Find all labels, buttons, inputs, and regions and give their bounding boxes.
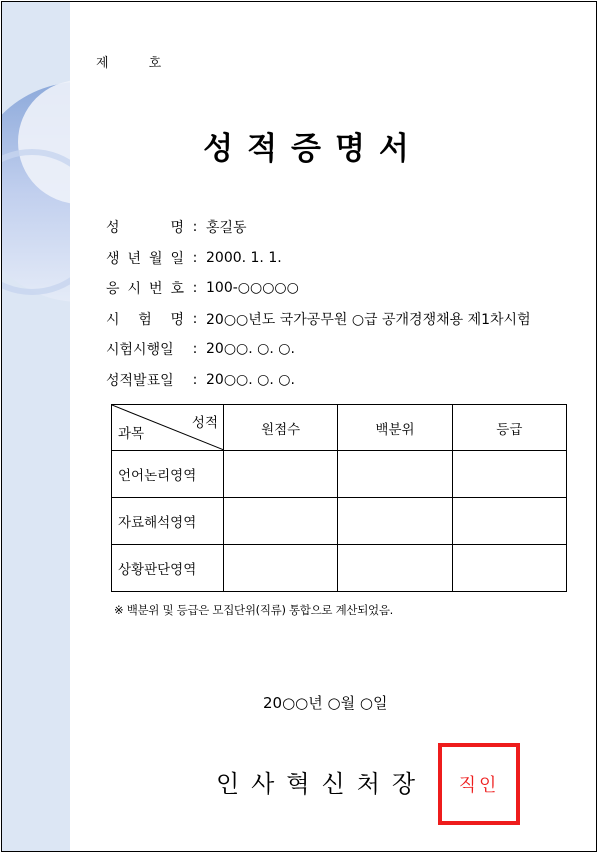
decorative-circle-graphic	[2, 2, 70, 402]
info-row-name: 성 명 : 홍길동	[106, 219, 247, 237]
info-label-birthdate: 생 년 월 일	[106, 250, 184, 267]
info-row-exam-name: 시 험 명 : 20○○년도 국가공무원 ○급 공개경쟁채용 제1차시험	[106, 310, 531, 328]
info-value-exam-name: 20○○년도 국가공무원 ○급 공개경쟁채용 제1차시험	[206, 311, 531, 328]
grade-cell	[452, 545, 566, 592]
table-row	[112, 451, 567, 498]
raw-score-cell	[224, 498, 338, 545]
corner-label-score: 성적	[191, 415, 218, 431]
info-value-exam-number: 100-○○○○○	[206, 280, 299, 297]
info-label-exam-date: 시험시행일	[106, 342, 174, 359]
grade-table-corner-cell	[112, 405, 224, 451]
percentile-cell	[338, 498, 452, 545]
info-value-birthdate: 2000. 1. 1.	[206, 249, 282, 266]
column-header-percentile: 백분위	[338, 405, 452, 451]
percentile-cell	[338, 545, 452, 592]
info-label-result-date: 성적발표일	[106, 372, 174, 389]
raw-score-cell	[224, 451, 338, 498]
grade-cell	[452, 451, 566, 498]
info-value-exam-date: 20○○. ○. ○.	[206, 341, 295, 358]
info-value-name: 홍길동	[206, 220, 247, 237]
official-seal-box	[438, 743, 520, 825]
column-header-raw-score: 원점수	[224, 405, 338, 451]
info-row-exam-number: 응 시 번 호 : 100-○○○○○	[106, 280, 299, 298]
subject-cell: 자료해석영역	[112, 498, 224, 545]
doc-number-label-prefix: 제	[96, 56, 111, 71]
doc-number-label-suffix: 호	[148, 56, 164, 71]
info-row-result-date: 성적발표일 : 20○○. ○. ○.	[106, 371, 295, 389]
info-value-result-date: 20○○. ○. ○.	[206, 371, 295, 388]
info-row-exam-date: 시험시행일 : 20○○. ○. ○.	[106, 341, 295, 359]
column-header-grade: 등급	[452, 405, 566, 451]
corner-label-subject: 과목	[118, 426, 145, 442]
document-title: 성적증명서	[203, 131, 423, 167]
raw-score-cell	[224, 545, 338, 592]
info-row-birthdate: 생 년 월 일 : 2000. 1. 1.	[106, 249, 282, 267]
subject-cell: 언어논리영역	[112, 451, 224, 498]
calculation-note: ※ 백분위 및 등급은 모집단위(직류) 통합으로 계산되었음.	[114, 603, 393, 617]
info-label-exam-number: 응 시 번 호	[106, 281, 184, 298]
info-label-exam-name: 시 험 명	[106, 311, 184, 328]
document-number	[96, 52, 163, 71]
info-label-name: 성 명	[106, 220, 184, 237]
table-row	[112, 498, 567, 545]
examinee-info	[106, 212, 531, 395]
certificate-page	[1, 1, 597, 852]
seal-label: 직인	[458, 775, 500, 796]
issuer-name: 인사혁신처장	[216, 770, 428, 798]
table-row	[112, 545, 567, 592]
subject-cell: 상황판단영역	[112, 545, 224, 592]
percentile-cell	[338, 451, 452, 498]
grade-cell	[452, 498, 566, 545]
grade-table-header	[112, 405, 567, 451]
issue-date: 20○○년 ○월 ○일	[263, 694, 388, 712]
grade-table	[111, 404, 567, 592]
